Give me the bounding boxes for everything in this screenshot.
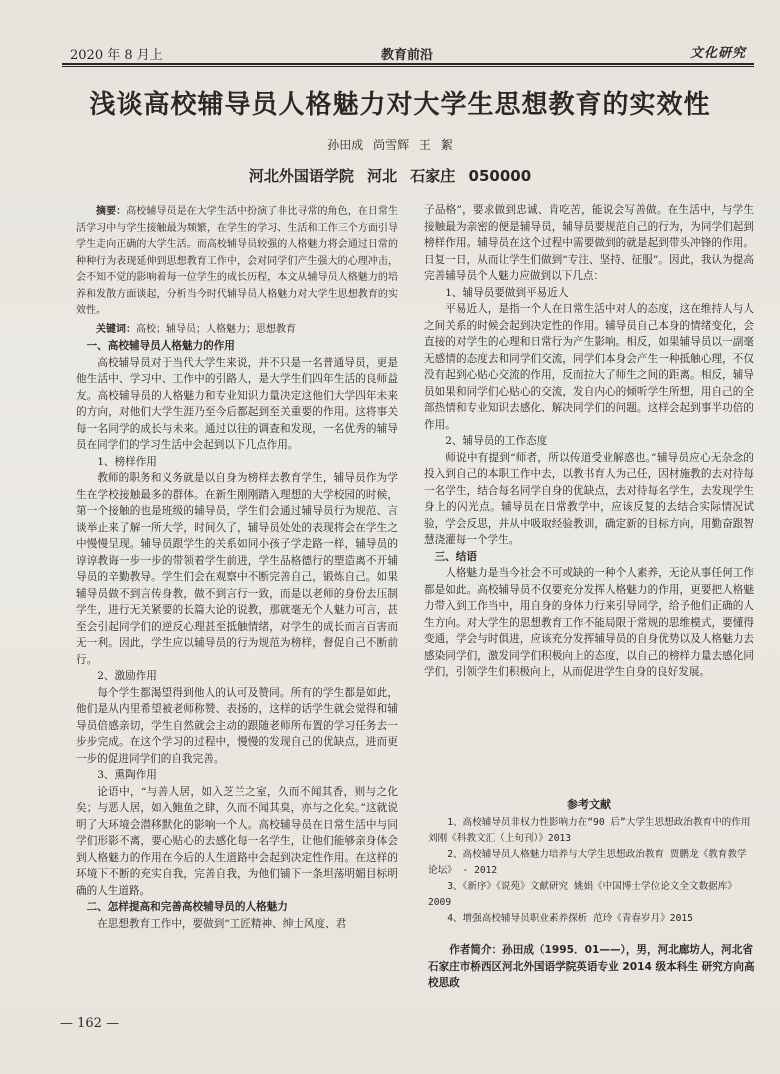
section-heading: 一、高校辅导员人格魅力的作用 bbox=[86, 340, 235, 352]
subsection-heading: 1、辅导员要做到平易近人 bbox=[445, 286, 569, 299]
references-title: 参考文献 bbox=[567, 798, 611, 811]
right-column bbox=[424, 202, 754, 681]
header-date: 2020 年 8 月上 bbox=[70, 48, 163, 63]
paragraph: 论语中，“与善人居，如入芝兰之室，久而不闻其香，则与之化矣；与恶人居，如入鲍鱼之肆，久而不闻其臭，亦与之化矣。”这就说明了大环境会潜移默化的影响一个人。高校辅导员在日常生活中与同学们形影不离，要心贴心的去感化每一名学生，让他们能够亲身体会到人格魅力的作用在今后的人生道路中会起到决定性作用。在这样的环境下不断的充实自我，完善自我，为他们铺下一条坦荡明媚目标明确的人生道路。 bbox=[76, 785, 398, 897]
keywords bbox=[76, 322, 398, 339]
paragraph: 子品格”，要求做到忠诚、肯吃苦，能说会写善做。在生活中，与学生接触最为亲密的便是辅导员，辅导员要规范自己的行为，为同学们起到榜样作用。辅导员在这个过程中需要做到的就是起到带头冲锋的作用。日复一日，从而让学生们做到“专注、坚持、征服”。因此，我认为提高完善辅导员个人魅力应做到以下几点： bbox=[424, 204, 754, 282]
subsection-heading: 2、激励作用 bbox=[97, 670, 157, 682]
header-rule bbox=[62, 63, 754, 65]
article-title: 浅谈高校辅导员人格魅力对大学生思想教育的实效性 bbox=[89, 90, 711, 120]
paragraph: 高校辅导员对于当代大学生来说，并不只是一名普通导员，更是他生活中、学习中、工作中的引路人，是大学生们四年生活的良师益友。高校辅导员的人格魅力和专业知识力量决定这他们大学四年未来的方向，对他们大学生涯乃至今后都起到至关重要的作用。这将事关每一名同学的成长与未来。通过以往的调查和发现，一名优秀的辅导员在同学们的学习生活中会起到以下几点作用。 bbox=[76, 356, 398, 451]
keywords-text: 高校；辅导员；人格魅力；思想教育 bbox=[136, 323, 296, 335]
keywords-label: 关键词： bbox=[96, 323, 136, 335]
left-column bbox=[76, 204, 398, 932]
abstract-label: 摘要： bbox=[96, 206, 127, 217]
paragraph: 平易近人，是指一个人在日常生活中对人的态度，这在维持人与人之间关系的时候会起到决定性的作用。辅导员自己本身的情绪变化，会直接的对学生的心理和日常行为产生影响。相反，如果辅导员以一副毫无感情的态度去和同学们交流，同学们本身会产生一种抵触心理，不仅没有起到心贴心交流的作用，反而拉大了师生之间的距离。相反，辅导员如果和同学们心贴心的交流，发自内心的倾听学生所想，用自己的全部热情和专业知识去感化、解决同学们的问题。这样会起到事半功倍的作用。 bbox=[424, 303, 754, 431]
paragraph: 在思想教育工作中，要做到“工匠精神、绅士风度、君 bbox=[97, 917, 347, 930]
running-header bbox=[62, 40, 752, 62]
abstract-text: 高校辅导员是在大学生活中扮演了非比寻常的角色，在日常生活学习中与学生接触最为频繁，在学生的学习、生活和工作三个方面引导学生走向正确的大学生活。而高校辅导员较强的人格魅力将会通过日常的种种行为表现延伸到思想教育工作中，会对同学们产生强大的心理冲击，会不知不觉的影响着每一位学生的成长历程，本文从辅导员人格魅力的培养和发散方面谈起，分析当今时代辅导员人格魅力对大学生思想教育的实效性。 bbox=[76, 206, 399, 316]
reference-item: 3、《新序》《说苑》文献研究 姚娟《中国博士学位论文全文数据库》2009 bbox=[428, 881, 737, 908]
header-rule-thin bbox=[62, 66, 754, 67]
paragraph: 人格魅力是当今社会不可或缺的一种个人素养，无论从事任何工作都是如此。高校辅导员不仅要充分发挥人格魅力的作用，更要把人格魅力带入到工作当中，用自身的身体力行来引导同学，给予他们正确的人生方向。对大学生的思想教育工作不能局限于常规的思维模式，要懂得变通，学会与时俱进，应该充分发挥辅导员的自身优势以及人格魅力去感染同学们，激发同学们积极向上的态度，以自己的榜样力量去感化同学们，引领学生们积极向上，从而促进学生自身的良好发展。 bbox=[424, 567, 754, 678]
header-section: 教育前沿 bbox=[380, 48, 433, 63]
paragraph: 每个学生都渴望得到他人的认可及赞同。所有的学生都是如此，他们是从内里希望被老师称赞、表扬的，这样的话学生就会觉得和辅导员倍感亲切，学生自然就会主动的跟随老师所布置的学习任务去一步步完成。在这个学习的过程中，慢慢的发现自己的优缺点，进而更一步的促进同学们的自我完善。 bbox=[76, 686, 398, 765]
right-body bbox=[424, 202, 754, 681]
article-affiliation: 河北外国语学院 河北 石家庄 050000 bbox=[248, 167, 532, 185]
left-body bbox=[76, 338, 398, 932]
section-heading: 二、怎样提高和完善高校辅导员的人格魅力 bbox=[86, 901, 288, 913]
article-authors: 孙田成 尚雪辉 王 絮 bbox=[327, 138, 453, 152]
header-column: 文化研究 bbox=[689, 46, 746, 61]
author-bio bbox=[428, 942, 758, 992]
paragraph: 教师的职务和义务就是以自身为榜样去教育学生，辅导员作为学生在学校接触最多的群体。在新生刚刚踏入理想的大学校园的时候，第一个接触的也是班级的辅导员，学生们会通过辅导员行为规范、言谈举止来了解一所大学，时间久了，辅导员处处的表现将会在学生之中慢慢呈现。辅导员跟学生的关系如同小孩子学走路一样，辅导员的谆谆教诲一步一步的带领着学生前进，学生品格德行的塑造离不开辅导员的辛勤教导。学生们会在观察中不断完善自己，锻炼自己。如果辅导员做不到言传身教，做不到言行一致，而是以老师的身份去压制学生，进行无关紧要的长篇大论的说教，那就毫无个人魅力可言，甚至会引起同学们的逆反心理甚至抵触情绪，对学生的成长而言百害而无一利。因此，学生应以辅导员的行为规范为榜样，督促自己不断前行。 bbox=[76, 472, 398, 666]
section-heading: 三、结语 bbox=[434, 550, 477, 563]
subsection-heading: 3、熏陶作用 bbox=[97, 769, 157, 781]
paragraph: 师说中有提到“师者，所以传道受业解惑也。”辅导员应心无杂念的投入到自己的本职工作中去，以教书育人为己任，因材施教的去对待每一名学生，结合每名同学自身的优缺点，去对待每名学生，去发现学生身上的闪光点。辅导员在日常教学中，应该反复的去结合实际情况试验，学会反思，并从中吸取经验教训，确定新的目标方向，用勤奋跟智慧浇灌每一个学生。 bbox=[424, 451, 754, 546]
references-list bbox=[428, 815, 754, 927]
abstract bbox=[76, 204, 398, 320]
page-number: — 162 — bbox=[60, 1016, 120, 1031]
reference-item: 1、高校辅导员非权力性影响力在“90 后”大学生思想政治教育中的作用 刘刚《科教文汇（上旬刊）》2013 bbox=[428, 817, 751, 844]
reference-item: 2、高校辅导员人格魅力培养与大学生思想政治教育 贾鹏龙《教育教学论坛》 - 2012 bbox=[428, 849, 747, 876]
reference-item: 4、增强高校辅导员职业素养探析 范玲《青春岁月》2015 bbox=[447, 913, 693, 924]
subsection-heading: 2、辅导员的工作态度 bbox=[445, 435, 548, 447]
subsection-heading: 1、榜样作用 bbox=[97, 455, 157, 468]
author-bio-text: 作者简介：孙田成（1995．01——），男，河北廊坊人，河北省石家庄市桥西区河北外国语学院英语专业 2014 级本科生 研究方向高校思政 bbox=[428, 944, 755, 989]
